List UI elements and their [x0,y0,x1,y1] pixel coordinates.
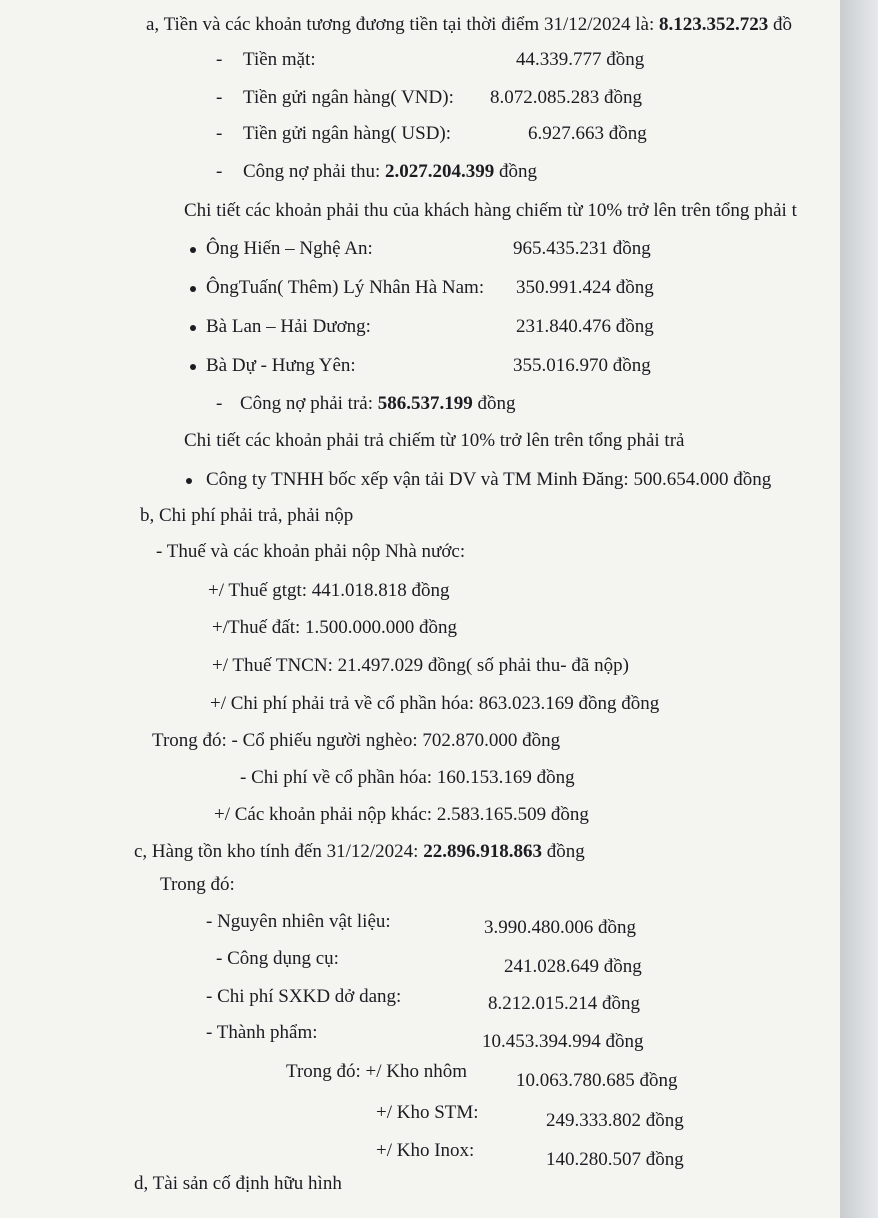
customer-label: Ông Hiến – Nghệ An: [206,238,373,259]
bullet [190,277,196,299]
supplier-line: Công ty TNHH bốc xếp vận tải DV và TM Minh Đăng: 500.654.000 đồng [206,469,772,490]
warehouse-value: 140.280.507 đồng [546,1149,684,1170]
land-tax-line: +/Thuế đất: 1.500.000.000 đồng [212,617,458,638]
section-d-heading: d, Tài sản cố định hữu hình [134,1173,342,1194]
customer-label: ÔngTuấn( Thêm) Lý Nhân Hà Nam: [206,277,485,298]
warehouse-value: 10.063.780.685 đồng [516,1070,678,1091]
bullet [190,238,196,260]
inventory-label: - Thành phẩm: [206,1022,318,1043]
cash-marker: - [216,49,223,70]
receivable-line: Công nợ phải thu: 2.027.204.399 đồng [243,161,537,182]
payable-detail-title: Chi tiết các khoản phải trả chiếm từ 10% trở lên trên tổng phải trả [184,430,685,451]
payable-line: Công nợ phải trả: 586.537.199 đồng [240,393,516,414]
warehouse-label: +/ Kho STM: [376,1102,479,1123]
vnd-deposit-value: 8.072.085.283 đồng [490,87,642,108]
usd-deposit-label: Tiền gửi ngân hàng( USD): [243,123,452,144]
warehouse-label: +/ Kho Inox: [376,1140,475,1161]
inventory-value: 8.212.015.214 đồng [488,993,640,1014]
pit-line: +/ Thuế TNCN: 21.497.029 đồng( số phải thu- đã nộp) [212,655,629,676]
page-edge [840,0,878,1218]
customer-value: 355.016.970 đồng [513,355,651,376]
vnd-deposit-label: Tiền gửi ngân hàng( VND): [243,87,454,108]
receivable-detail-title: Chi tiết các khoản phải thu của khách hàng chiếm từ 10% trở lên trên tổng phải t [184,200,797,221]
payable-marker: - [216,393,223,414]
warehouse-value: 249.333.802 đồng [546,1110,684,1131]
bullet [186,469,192,491]
receivable-marker: - [216,161,223,182]
usd-deposit-marker: - [216,123,223,144]
equitization-cost-line: - Chi phí về cổ phần hóa: 160.153.169 đồng [240,767,575,788]
inventory-label: - Nguyên nhiên vật liệu: [206,911,391,932]
inventory-value: 3.990.480.006 đồng [484,917,636,938]
cash-value: 44.339.777 đồng [516,49,645,70]
section-c-heading: c, Hàng tồn kho tính đến 31/12/2024: 22.896.918.863 đồng [134,841,585,862]
bullet [190,316,196,338]
cash-label: Tiền mặt: [243,49,316,70]
poor-shares-line: Trong đó: - Cổ phiếu người nghèo: 702.870.000 đồng [152,730,561,751]
inventory-label: - Chi phí SXKD dở dang: [206,986,402,1007]
customer-label: Bà Dự - Hưng Yên: [206,355,356,376]
section-b-heading: b, Chi phí phải trả, phải nộp [140,505,354,526]
vnd-deposit-marker: - [216,87,223,108]
inventory-label: - Công dụng cụ: [216,948,339,969]
section-a-heading: a, Tiền và các khoản tương đương tiền tại thời điểm 31/12/2024 là: 8.123.352.723 đồ [146,14,792,35]
customer-value: 350.991.424 đồng [516,277,654,298]
inventory-value: 241.028.649 đồng [504,956,642,977]
other-payables-line: +/ Các khoản phải nộp khác: 2.583.165.509 đồng [214,804,589,825]
vat-line: +/ Thuế gtgt: 441.018.818 đồng [208,580,450,601]
usd-deposit-value: 6.927.663 đồng [528,123,647,144]
inventory-value: 10.453.394.994 đồng [482,1031,644,1052]
bullet [190,355,196,377]
trong-do-label: Trong đó: [160,874,235,895]
taxes-heading: - Thuế và các khoản phải nộp Nhà nước: [156,541,466,562]
equitization-line: +/ Chi phí phải trả về cổ phần hóa: 863.023.169 đồng đồng [210,693,660,714]
customer-value: 231.840.476 đồng [516,316,654,337]
customer-value: 965.435.231 đồng [513,238,651,259]
customer-label: Bà Lan – Hải Dương: [206,316,371,337]
warehouse-label: Trong đó: +/ Kho nhôm [286,1061,468,1082]
